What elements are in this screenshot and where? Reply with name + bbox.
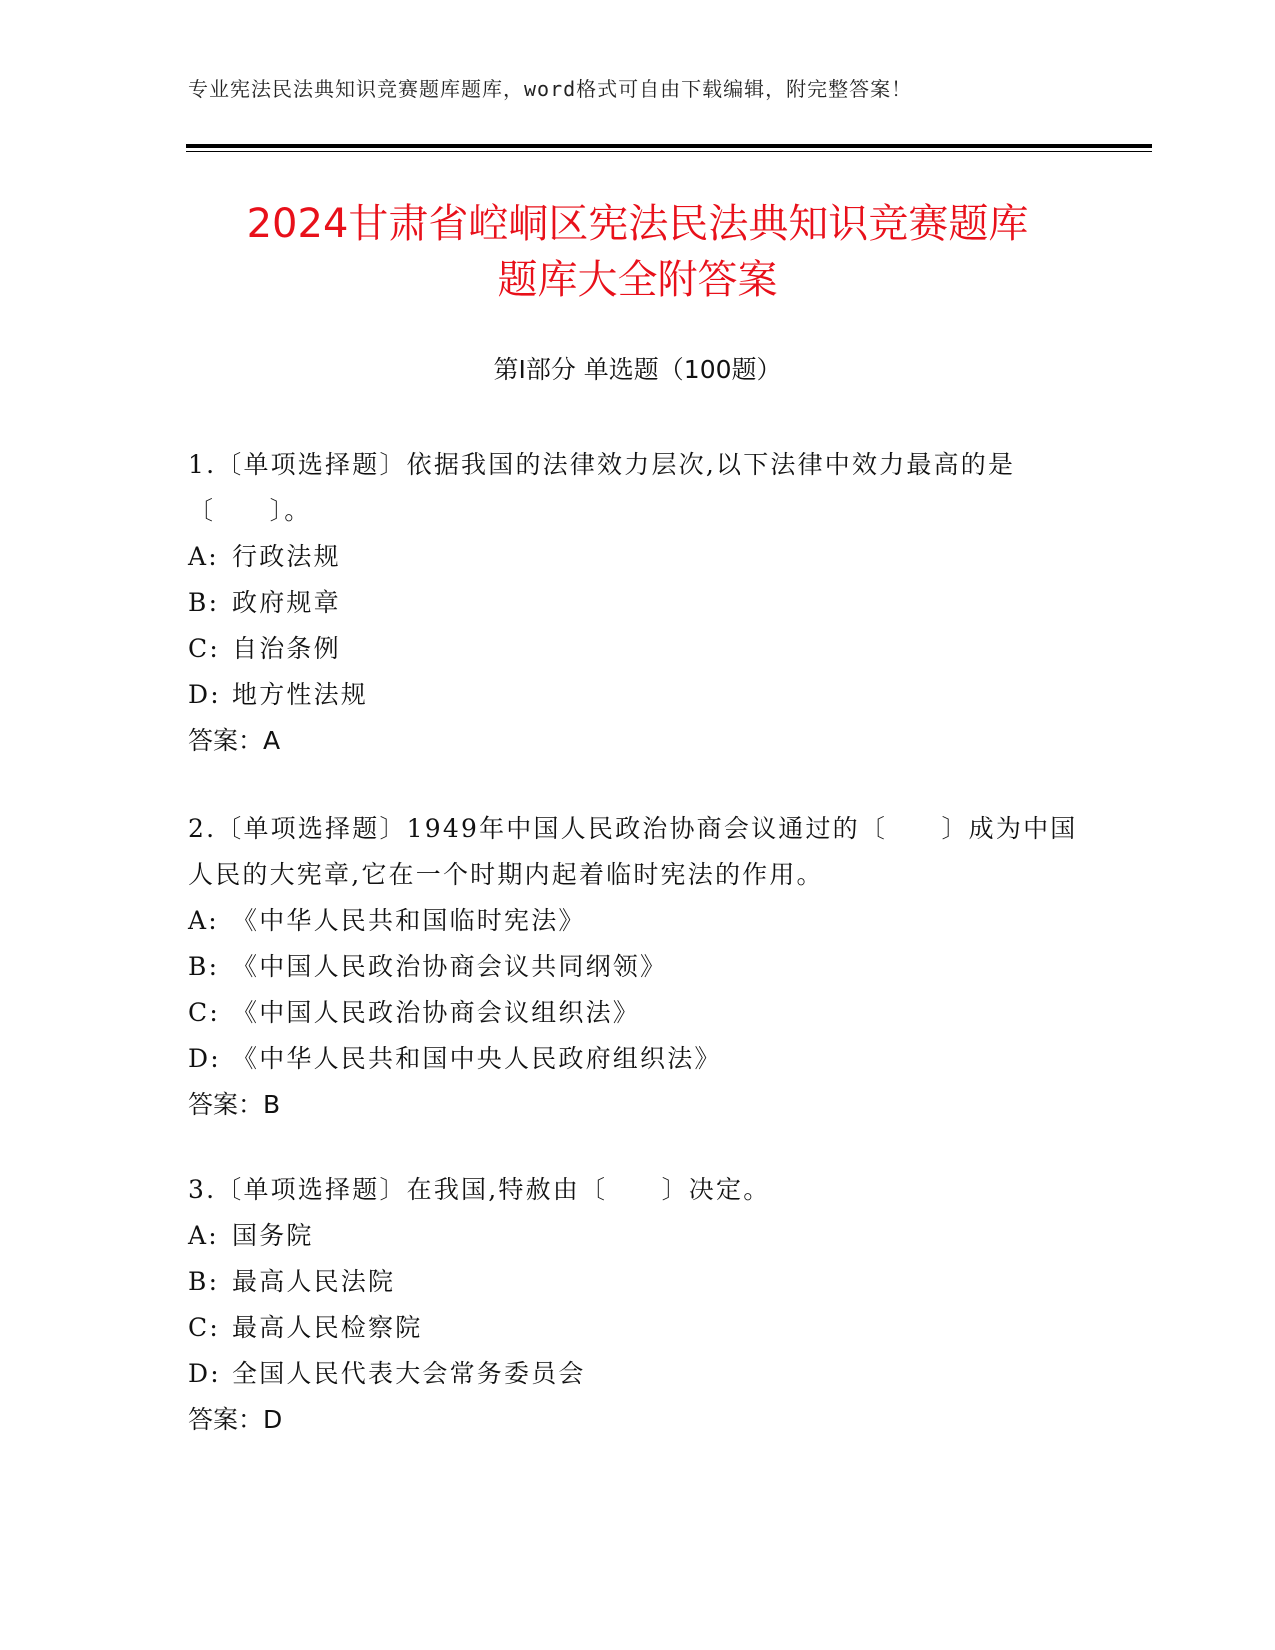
option-letter: D: — [188, 1044, 221, 1073]
option-text: 全国人民代表大会常务委员会 — [232, 1359, 586, 1388]
document-title — [130, 196, 1145, 308]
option-text: 国务院 — [232, 1221, 314, 1250]
header-rule-thick — [186, 144, 1152, 148]
answer-line: 答案：D — [188, 1405, 283, 1434]
option-letter: A: — [188, 542, 219, 571]
question-block — [188, 442, 1088, 764]
section-heading: 第Ⅰ部分 单选题（100题） — [493, 355, 782, 384]
option-text: 政府规章 — [232, 588, 341, 617]
answer-line: 答案：A — [188, 726, 281, 755]
option-b — [188, 1259, 1088, 1305]
question-stem: 3.〔单项选择题〕在我国,特赦由〔 〕决定。 — [188, 1175, 771, 1204]
document-title-line-1: 2024甘肃省崆峒区宪法民法典知识竞赛题库 — [246, 201, 1029, 247]
option-d — [188, 1036, 1088, 1082]
header-rule-thin — [186, 151, 1152, 152]
option-b — [188, 580, 1088, 626]
option-text: 《中华人民共和国临时宪法》 — [232, 906, 586, 935]
option-letter: B: — [188, 1267, 220, 1296]
option-letter: A: — [188, 906, 219, 935]
option-letter: D: — [188, 1359, 221, 1388]
option-c — [188, 1305, 1088, 1351]
option-d — [188, 1351, 1088, 1397]
page-header-text: 专业宪法民法典知识竞赛题库题库，word格式可自由下载编辑，附完整答案！ — [188, 77, 913, 101]
question-stem: 2.〔单项选择题〕1949年中国人民政治协商会议通过的〔 〕成为中国人民的大宪章,它在一个时期内起着临时宪法的作用。 — [188, 814, 1078, 889]
option-c — [188, 990, 1088, 1036]
option-d — [188, 672, 1088, 718]
question-block — [188, 1167, 1088, 1443]
option-text: 自治条例 — [232, 634, 341, 663]
option-text: 《中国人民政治协商会议共同纲领》 — [232, 952, 668, 981]
option-letter: B: — [188, 952, 220, 981]
option-letter: C: — [188, 1313, 220, 1342]
question-block — [188, 806, 1088, 1128]
option-letter: A: — [188, 1221, 219, 1250]
question-stem: 1.〔单项选择题〕依据我国的法律效力层次,以下法律中效力最高的是〔 〕。 — [188, 450, 1016, 525]
option-a — [188, 898, 1088, 944]
option-text: 《中国人民政治协商会议组织法》 — [232, 998, 641, 1027]
option-b — [188, 944, 1088, 990]
option-letter: C: — [188, 634, 220, 663]
option-letter: C: — [188, 998, 220, 1027]
document-title-line-2: 题库大全附答案 — [497, 257, 778, 303]
option-text: 地方性法规 — [232, 680, 369, 709]
answer-line: 答案：B — [188, 1090, 281, 1119]
option-a — [188, 534, 1088, 580]
option-text: 《中华人民共和国中央人民政府组织法》 — [232, 1044, 722, 1073]
option-text: 行政法规 — [232, 542, 341, 571]
option-a — [188, 1213, 1088, 1259]
option-c — [188, 626, 1088, 672]
option-text: 最高人民法院 — [232, 1267, 396, 1296]
option-letter: D: — [188, 680, 221, 709]
option-text: 最高人民检察院 — [232, 1313, 423, 1342]
option-letter: B: — [188, 588, 220, 617]
